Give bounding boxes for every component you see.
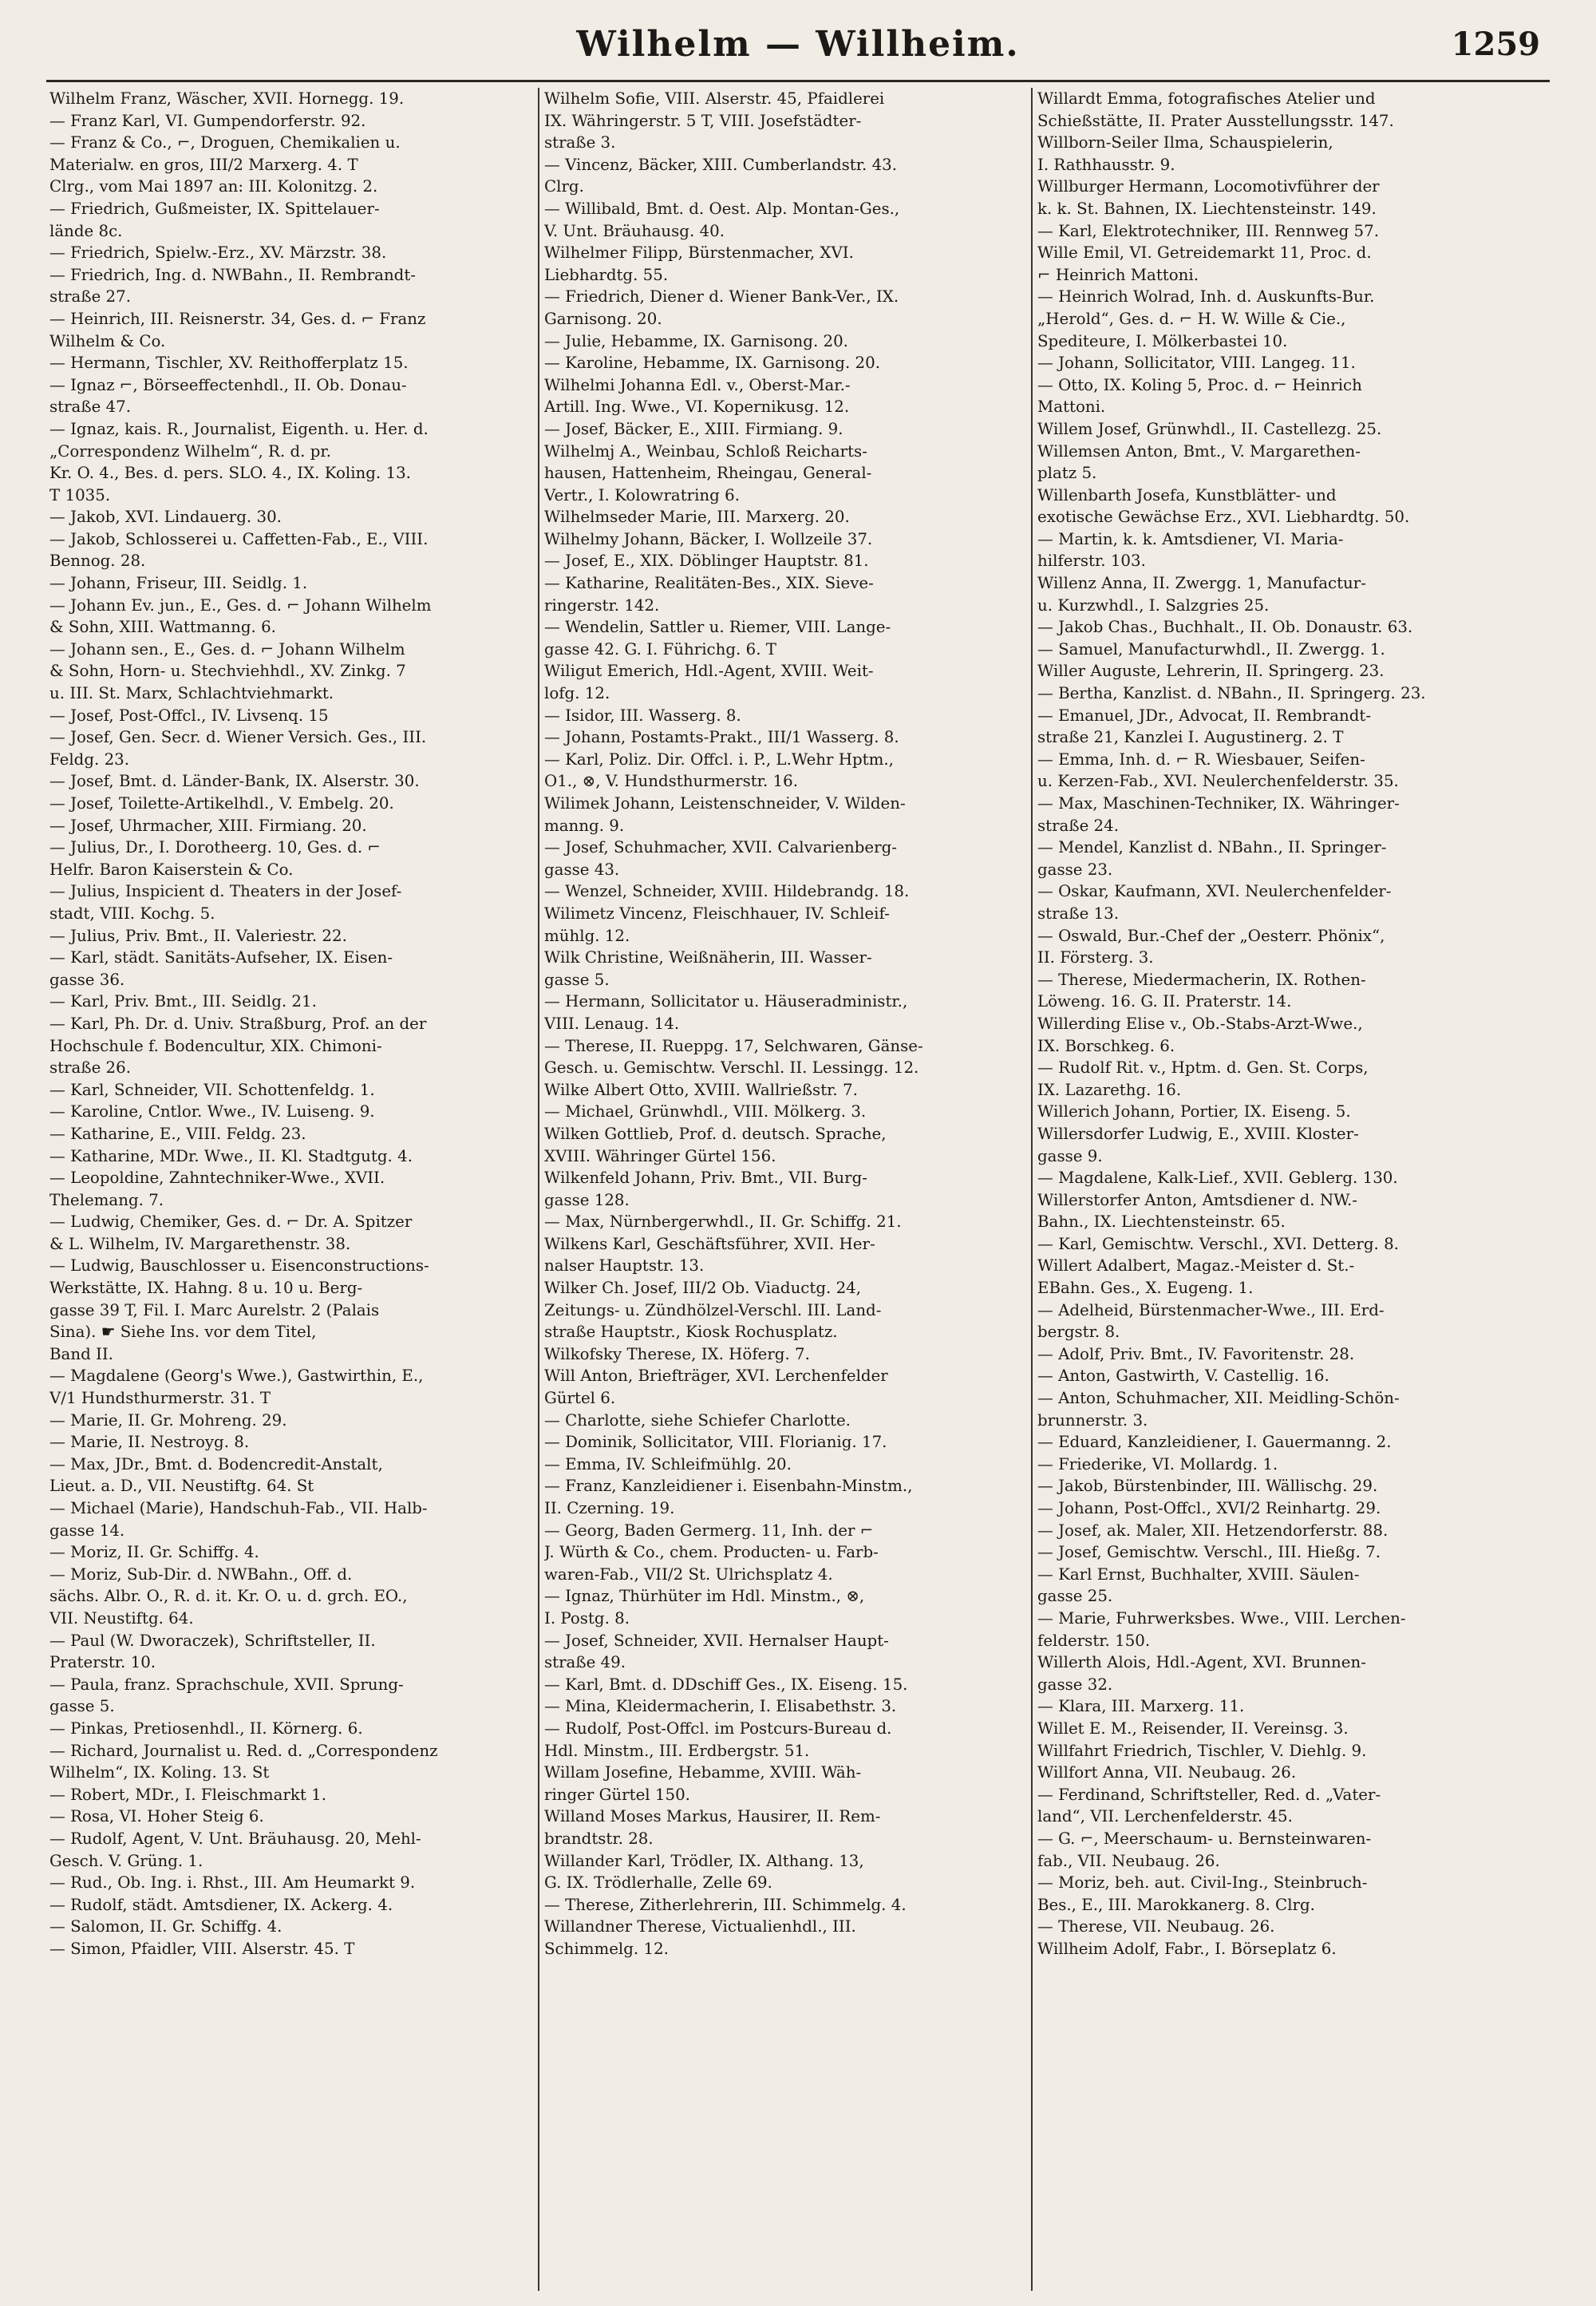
directory-line: Löweng. 16. G. II. Praterstr. 14. — [1037, 992, 1292, 1011]
directory-line: — Max, Nürnbergerwhdl., II. Gr. Schiffg. 21. — [544, 1212, 902, 1232]
directory-line: G. IX. Trödlerhalle, Zelle 69. — [544, 1873, 772, 1893]
directory-line: Wilhelm & Co. — [49, 331, 166, 350]
directory-line: — Wendelin, Sattler u. Riemer, VIII. Lange- — [544, 618, 891, 637]
directory-line: Wille Emil, VI. Getreidemarkt 11, Proc. d. — [1037, 243, 1372, 263]
directory-line: — Friedrich, Spielw.-Erz., XV. Märzstr. 38. — [49, 243, 387, 263]
directory-line: ⌐ Heinrich Mattoni. — [1037, 265, 1199, 284]
page-title: Wilhelm — Willheim. — [576, 24, 1020, 65]
directory-line: — Max, Maschinen-Techniker, IX. Währinger- — [1037, 794, 1400, 813]
directory-line: land“, VII. Lerchenfelderstr. 45. — [1037, 1807, 1293, 1826]
directory-line: — Jakob, XVI. Lindauerg. 30. — [49, 508, 282, 527]
directory-line: — Pinkas, Pretiosenhdl., II. Körnerg. 6. — [49, 1719, 363, 1738]
directory-line: IX. Borschkeg. 6. — [1037, 1036, 1175, 1055]
directory-line: — Julius, Priv. Bmt., II. Valeriestr. 22. — [49, 926, 347, 945]
directory-line: Praterstr. 10. — [49, 1653, 156, 1672]
directory-line: Willem Josef, Grünwhdl., II. Castellezg. 25. — [1037, 419, 1382, 438]
directory-line: Willerich Johann, Portier, IX. Eiseng. 5. — [1037, 1102, 1351, 1121]
directory-line: Mattoni. — [1037, 398, 1106, 417]
directory-line: — Emanuel, JDr., Advocat, II. Rembrandt- — [1037, 706, 1372, 725]
directory-line: — Julius, Inspicient d. Theaters in der Josef- — [49, 882, 402, 901]
directory-line: — Ludwig, Bauschlosser u. Eisenconstructions- — [49, 1256, 429, 1276]
directory-line: mühlg. 12. — [544, 926, 630, 945]
directory-line: — Rudolf, Post-Offcl. im Postcurs-Bureau d. — [544, 1719, 892, 1738]
directory-line: Bes., E., III. Marokkanerg. 8. Clrg. — [1037, 1895, 1315, 1914]
directory-line: Wilhelmseder Marie, III. Marxerg. 20. — [544, 508, 850, 527]
directory-line: Willersdorfer Ludwig, E., XVIII. Kloster- — [1037, 1124, 1359, 1143]
directory-line: lofg. 12. — [544, 684, 610, 703]
directory-line: brunnerstr. 3. — [1037, 1410, 1148, 1430]
directory-line: — Julie, Hebamme, IX. Garnisong. 20. — [544, 331, 848, 350]
directory-line: gasse 25. — [1037, 1587, 1113, 1606]
directory-line: straße 47. — [49, 398, 132, 417]
directory-line: — Martin, k. k. Amtsdiener, VI. Maria- — [1037, 529, 1344, 548]
directory-line: — Marie, Fuhrwerksbes. Wwe., VIII. Lerchen- — [1037, 1608, 1406, 1628]
directory-line: — Johann sen., E., Ges. d. ⌐ Johann Wilhelm — [49, 639, 405, 659]
directory-line: ringer Gürtel 150. — [544, 1785, 690, 1804]
directory-line: — Ignaz, kais. R., Journalist, Eigenth. u. Her. d. — [49, 419, 429, 438]
directory-line: Willert Adalbert, Magaz.-Meister d. St.- — [1037, 1256, 1355, 1276]
directory-line: EBahn. Ges., X. Eugeng. 1. — [1037, 1279, 1254, 1298]
directory-line: — Karl, Priv. Bmt., III. Seidlg. 21. — [49, 992, 317, 1011]
directory-line: Willerth Alois, Hdl.-Agent, XVI. Brunnen- — [1037, 1653, 1366, 1672]
directory-line: I. Rathhausstr. 9. — [1037, 155, 1175, 174]
directory-line: Will Anton, Briefträger, XVI. Lerchenfelder — [544, 1367, 888, 1386]
directory-line: straße 49. — [544, 1653, 626, 1672]
directory-line: — Friedrich, Ing. d. NWBahn., II. Rembrandt- — [49, 265, 416, 284]
directory-line: — Mina, Kleidermacherin, I. Elisabethstr. 3. — [544, 1697, 897, 1716]
directory-line: IX. Lazarethg. 16. — [1037, 1080, 1182, 1099]
directory-line: Wilker Ch. Josef, III/2 Ob. Viaductg. 24, — [544, 1279, 862, 1298]
directory-line: — Anton, Gastwirth, V. Castellig. 16. — [1037, 1367, 1329, 1386]
directory-line: Schießstätte, II. Prater Ausstellungsstr. 147. — [1037, 111, 1394, 130]
directory-line: — Josef, ak. Maler, XII. Hetzendorferstr. 88. — [1037, 1521, 1389, 1540]
directory-line: — Hermann, Tischler, XV. Reithofferplatz 15. — [49, 354, 409, 373]
directory-line: Schimmelg. 12. — [544, 1939, 669, 1958]
directory-line: Spediteure, I. Mölkerbastei 10. — [1037, 331, 1288, 350]
directory-line: — Jakob, Bürstenbinder, III. Wällischg. 29. — [1037, 1477, 1378, 1496]
directory-line: — Karl Ernst, Buchhalter, XVIII. Säulen- — [1037, 1564, 1360, 1584]
column-divider — [1031, 88, 1033, 2291]
directory-line: — Adelheid, Bürstenmacher-Wwe., III. Erd- — [1037, 1300, 1385, 1319]
directory-line: II. Czerning. 19. — [544, 1499, 675, 1517]
directory-line: Wilk Christine, Weißnäherin, III. Wasser- — [544, 948, 872, 967]
directory-line: Willerstorfer Anton, Amtsdiener d. NW.- — [1037, 1190, 1357, 1209]
directory-line: gasse 23. — [1037, 860, 1113, 879]
directory-line: — Franz, Kanzleidiener i. Eisenbahn-Minstm., — [544, 1477, 913, 1496]
directory-line: — Oskar, Kaufmann, XVI. Neulerchenfelder- — [1037, 882, 1392, 901]
directory-line: Willerding Elise v., Ob.-Stabs-Arzt-Wwe., — [1037, 1014, 1363, 1033]
directory-line: Wilken Gottlieb, Prof. d. deutsch. Sprache, — [544, 1124, 887, 1143]
directory-line: manng. 9. — [544, 816, 625, 835]
directory-line: u. Kurzwhdl., I. Salzgries 25. — [1037, 595, 1270, 615]
directory-line: — Therese, VII. Neubaug. 26. — [1037, 1917, 1275, 1936]
directory-line: — Karoline, Cntlor. Wwe., IV. Luiseng. 9. — [49, 1102, 375, 1121]
directory-line: straße Hauptstr., Kiosk Rochusplatz. — [544, 1323, 838, 1342]
directory-line: — Marie, II. Nestroyg. 8. — [49, 1433, 250, 1452]
directory-line: — Friedrich, Gußmeister, IX. Spittelauer- — [49, 199, 380, 218]
directory-line: — Robert, MDr., I. Fleischmarkt 1. — [49, 1785, 327, 1804]
directory-line: — Vincenz, Bäcker, XIII. Cumberlandstr. 43. — [544, 155, 898, 174]
column-middle — [544, 88, 1031, 2291]
directory-line: Willenz Anna, II. Zwergg. 1, Manufactur- — [1037, 574, 1366, 593]
directory-line: — Leopoldine, Zahntechniker-Wwe., XVII. — [49, 1169, 385, 1188]
directory-line: Wilhelmi Johanna Edl. v., Oberst-Mar.- — [544, 375, 851, 394]
directory-line: — Magdalene (Georg's Wwe.), Gastwirthin, E., — [49, 1367, 424, 1386]
directory-line: Feldg. 23. — [49, 750, 130, 769]
directory-line: — Moriz, II. Gr. Schiffg. 4. — [49, 1543, 259, 1562]
directory-line: — Karl, Schneider, VII. Schottenfeldg. 1. — [49, 1080, 375, 1099]
directory-line: hilferstr. 103. — [1037, 552, 1146, 571]
directory-line: — Heinrich Wolrad, Inh. d. Auskunfts-Bur. — [1037, 287, 1375, 307]
directory-line: — Katharine, Realitäten-Bes., XIX. Sieve- — [544, 574, 874, 593]
directory-line: Willand Moses Markus, Hausirer, II. Rem- — [544, 1807, 881, 1826]
directory-line: — Johann, Postamts-Prakt., III/1 Wasserg. 8. — [544, 728, 899, 747]
directory-line: — Salomon, II. Gr. Schiffg. 4. — [49, 1917, 282, 1936]
directory-line: — Karl, städt. Sanitäts-Aufseher, IX. Eisen- — [49, 948, 393, 967]
directory-line: — Josef, Bäcker, E., XIII. Firmiang. 9. — [544, 419, 843, 438]
directory-line: & Sohn, Horn- u. Stechviehhdl., XV. Zinkg. 7 — [49, 662, 406, 681]
header-rule — [46, 80, 1550, 82]
directory-line: Wilkens Karl, Geschäftsführer, XVII. Her- — [544, 1234, 875, 1253]
directory-line: — Moriz, Sub-Dir. d. NWBahn., Off. d. — [49, 1564, 353, 1584]
directory-line: gasse 36. — [49, 970, 125, 989]
directory-line: — Josef, Gen. Secr. d. Wiener Versich. Ges., III. — [49, 728, 427, 747]
directory-line: — Josef, Schneider, XVII. Hernalser Haupt- — [544, 1631, 889, 1650]
page-header — [48, 18, 1548, 75]
directory-line: Clrg. — [544, 177, 584, 196]
directory-line: brandtstr. 28. — [544, 1829, 654, 1848]
directory-line: — Josef, Schuhmacher, XVII. Calvarienberg- — [544, 838, 897, 857]
directory-line: — Rudolf, städt. Amtsdiener, IX. Ackerg. 4. — [49, 1895, 393, 1914]
directory-line: II. Försterg. 3. — [1037, 948, 1154, 967]
column-right — [1037, 88, 1524, 2291]
directory-line: — Rudolf, Agent, V. Unt. Bräuhausg. 20, Mehl- — [49, 1829, 421, 1848]
directory-line: — Rudolf Rit. v., Hptm. d. Gen. St. Corps, — [1037, 1058, 1369, 1078]
directory-line: Bahn., IX. Liechtensteinstr. 65. — [1037, 1212, 1286, 1232]
directory-line: Sina). ☛ Siehe Ins. vor dem Titel, — [49, 1323, 317, 1342]
directory-line: Thelemang. 7. — [49, 1190, 164, 1209]
directory-line: — Michael (Marie), Handschuh-Fab., VII. Halb- — [49, 1499, 428, 1517]
directory-line: Wilhelm Sofie, VIII. Alserstr. 45, Pfaidlerei — [544, 89, 885, 108]
directory-line: Willburger Hermann, Locomotivführer der — [1037, 177, 1380, 196]
directory-line: VII. Neustiftg. 64. — [49, 1608, 194, 1628]
directory-line: Willardt Emma, fotografisches Atelier und — [1037, 89, 1376, 108]
column-left — [49, 88, 536, 2291]
directory-line: gasse 128. — [544, 1190, 630, 1209]
directory-line: — Johann Ev. jun., E., Ges. d. ⌐ Johann Wilhelm — [49, 595, 432, 615]
directory-line: ringerstr. 142. — [544, 595, 660, 615]
directory-line: „Correspondenz Wilhelm“, R. d. pr. — [49, 441, 331, 461]
directory-line: — Karl, Ph. Dr. d. Univ. Straßburg, Prof. an der — [49, 1014, 427, 1033]
directory-line: straße 21, Kanzlei I. Augustinerg. 2. T — [1037, 728, 1344, 747]
directory-line: Willemsen Anton, Bmt., V. Margarethen- — [1037, 441, 1361, 461]
directory-line: — Katharine, MDr. Wwe., II. Kl. Stadtgutg. 4. — [49, 1146, 413, 1165]
directory-line: Garnisong. 20. — [544, 309, 662, 328]
directory-line: — Marie, II. Gr. Mohreng. 29. — [49, 1410, 287, 1430]
directory-line: exotische Gewächse Erz., XVI. Liebhardtg. 50. — [1037, 508, 1410, 527]
directory-line: Willenbarth Josefa, Kunstblätter- und — [1037, 485, 1337, 504]
directory-line: — Ignaz, Thürhüter im Hdl. Minstm., ⊗, — [544, 1587, 865, 1606]
directory-line: hausen, Hattenheim, Rheingau, General- — [544, 464, 872, 483]
directory-line: — Ludwig, Chemiker, Ges. d. ⌐ Dr. A. Spitzer — [49, 1212, 413, 1232]
directory-line: — Ignaz ⌐, Börseeffectenhdl., II. Ob. Donau- — [49, 375, 407, 394]
directory-line: — Jakob Chas., Buchhalt., II. Ob. Donaustr. 63. — [1037, 618, 1413, 637]
directory-line: — Julius, Dr., I. Dorotheerg. 10, Ges. d. ⌐ — [49, 838, 381, 857]
directory-line: — Rosa, VI. Hoher Steig 6. — [49, 1807, 264, 1826]
directory-line: J. Würth & Co., chem. Producten- u. Farb- — [544, 1543, 879, 1562]
directory-line: — Dominik, Sollicitator, VIII. Florianig. 17. — [544, 1433, 887, 1452]
directory-line: — Karl, Gemischtw. Verschl., XVI. Detterg. 8. — [1037, 1234, 1399, 1253]
directory-line: Willborn-Seiler Ilma, Schauspielerin, — [1037, 133, 1333, 152]
directory-line: — Hermann, Sollicitator u. Häuseradministr., — [544, 992, 908, 1011]
directory-line: — Richard, Journalist u. Red. d. „Correspondenz — [49, 1741, 438, 1760]
directory-line: gasse 43. — [544, 860, 620, 879]
directory-line: — Jakob, Schlosserei u. Caffetten-Fab., E., VIII. — [49, 529, 429, 548]
directory-line: — Josef, E., XIX. Döblinger Hauptstr. 81. — [544, 552, 869, 571]
directory-line: Materialw. en gros, III/2 Marxerg. 4. T — [49, 155, 358, 174]
directory-line: VIII. Lenaug. 14. — [544, 1014, 680, 1033]
directory-line: — Bertha, Kanzlist. d. NBahn., II. Springerg. 23. — [1037, 684, 1426, 703]
directory-line: V/1 Hundsthurmerstr. 31. T — [49, 1389, 271, 1408]
directory-line: straße 27. — [49, 287, 132, 307]
directory-line: O1., ⊗, V. Hundsthurmerstr. 16. — [544, 772, 798, 791]
directory-line: — Magdalene, Kalk-Lief., XVII. Geblerg. 130. — [1037, 1169, 1398, 1188]
directory-line: Wilhelmer Filipp, Bürstenmacher, XVI. — [544, 243, 854, 263]
directory-line: — Willibald, Bmt. d. Oest. Alp. Montan-Ges., — [544, 199, 900, 218]
directory-line: straße 13. — [1037, 904, 1120, 923]
directory-line: — Johann, Sollicitator, VIII. Langeg. 11. — [1037, 354, 1356, 373]
directory-line: Helfr. Baron Kaiserstein & Co. — [49, 860, 294, 879]
directory-line: — Paul (W. Dworaczek), Schriftsteller, II. — [49, 1631, 376, 1650]
directory-line: fab., VII. Neubaug. 26. — [1037, 1851, 1220, 1870]
directory-line: „Herold“, Ges. d. ⌐ H. W. Wille & Cie., — [1037, 309, 1346, 328]
directory-line: Liebhardtg. 55. — [544, 265, 669, 284]
directory-line: platz 5. — [1037, 464, 1097, 483]
directory-line: — Friedrich, Diener d. Wiener Bank-Ver., IX. — [544, 287, 899, 307]
directory-line: Willander Karl, Trödler, IX. Althang. 13, — [544, 1851, 864, 1870]
directory-line: — Ferdinand, Schriftsteller, Red. d. „Vater- — [1037, 1785, 1381, 1804]
directory-line: — Josef, Gemischtw. Verschl., III. Hießg. 7. — [1037, 1543, 1381, 1562]
directory-line: Willfahrt Friedrich, Tischler, V. Diehlg. 9. — [1037, 1741, 1367, 1760]
directory-line: Wilkenfeld Johann, Priv. Bmt., VII. Burg- — [544, 1169, 867, 1188]
directory-line: — Johann, Friseur, III. Seidlg. 1. — [49, 574, 308, 593]
directory-line: gasse 9. — [1037, 1146, 1103, 1165]
directory-line: u. Kerzen-Fab., XVI. Neulerchenfelderstr. 35. — [1037, 772, 1399, 791]
directory-line: — Karl, Bmt. d. DDschiff Ges., IX. Eiseng. 15. — [544, 1675, 908, 1694]
directory-line: Willer Auguste, Lehrerin, II. Springerg. 23. — [1037, 662, 1385, 681]
directory-line: — Charlotte, siehe Schiefer Charlotte. — [544, 1410, 851, 1430]
directory-line: — Therese, Zitherlehrerin, III. Schimmelg. 4. — [544, 1895, 907, 1914]
directory-line: k. k. St. Bahnen, IX. Liechtensteinstr. 149. — [1037, 199, 1377, 218]
directory-line: u. III. St. Marx, Schlachtviehmarkt. — [49, 684, 334, 703]
directory-line: Willandner Therese, Victualienhdl., III. — [544, 1917, 856, 1936]
directory-line: gasse 5. — [49, 1697, 115, 1716]
directory-line: Gürtel 6. — [544, 1389, 616, 1408]
directory-line: Kr. O. 4., Bes. d. pers. SLO. 4., IX. Koling. 13. — [49, 464, 411, 483]
directory-line: — Karl, Elektrotechniker, III. Rennweg 57. — [1037, 221, 1380, 240]
directory-line: Bennog. 28. — [49, 552, 146, 571]
directory-line: — Michael, Grünwhdl., VIII. Mölkerg. 3. — [544, 1102, 867, 1121]
directory-line: Zeitungs- u. Zündhölzel-Verschl. III. Land- — [544, 1300, 882, 1319]
directory-line: gasse 14. — [49, 1521, 125, 1540]
directory-line: straße 24. — [1037, 816, 1120, 835]
directory-line: Wilhelmy Johann, Bäcker, I. Wollzeile 37. — [544, 529, 873, 548]
column-divider — [538, 88, 539, 2291]
directory-line: — Josef, Toilette-Artikelhdl., V. Embelg. 20. — [49, 794, 394, 813]
directory-line: Band II. — [49, 1344, 113, 1363]
directory-line: — Georg, Baden Germerg. 11, Inh. der ⌐ — [544, 1521, 874, 1540]
directory-line: lände 8c. — [49, 221, 123, 240]
directory-line: & Sohn, XIII. Wattmanng. 6. — [49, 618, 276, 637]
directory-line: Artill. Ing. Wwe., VI. Kopernikusg. 12. — [544, 398, 850, 417]
directory-line: XVIII. Währinger Gürtel 156. — [544, 1146, 776, 1165]
directory-line: — Franz Karl, VI. Gumpendorferstr. 92. — [49, 111, 366, 130]
directory-line: — Emma, IV. Schleifmühlg. 20. — [544, 1454, 792, 1473]
directory-line: sächs. Albr. O., R. d. it. Kr. O. u. d. grch. EO., — [49, 1587, 408, 1606]
directory-line: gasse 42. G. I. Führichg. 6. T — [544, 639, 776, 659]
directory-line: & L. Wilhelm, IV. Margarethenstr. 38. — [49, 1234, 351, 1253]
directory-line: — Eduard, Kanzleidiener, I. Gauermanng. 2. — [1037, 1433, 1392, 1452]
directory-line: — Rud., Ob. Ing. i. Rhst., III. Am Heumarkt 9. — [49, 1873, 416, 1893]
directory-line: Willet E. M., Reisender, II. Vereinsg. 3. — [1037, 1719, 1349, 1738]
directory-line: Wilhelm“, IX. Koling. 13. St — [49, 1763, 270, 1782]
directory-line: Gesch. V. Grüng. 1. — [49, 1851, 203, 1870]
directory-line: — Josef, Post-Offcl., IV. Livsenq. 15 — [49, 706, 329, 725]
directory-line: Hdl. Minstm., III. Erdbergstr. 51. — [544, 1741, 810, 1760]
directory-line: — Moriz, beh. aut. Civil-Ing., Steinbruch- — [1037, 1873, 1368, 1893]
directory-line: IX. Währingerstr. 5 T, VIII. Josefstädter- — [544, 111, 862, 130]
directory-line: V. Unt. Bräuhausg. 40. — [544, 221, 725, 240]
directory-line: — Karoline, Hebamme, IX. Garnisong. 20. — [544, 354, 880, 373]
directory-line: — Emma, Inh. d. ⌐ R. Wiesbauer, Seifen- — [1037, 750, 1365, 769]
directory-line: I. Postg. 8. — [544, 1608, 630, 1628]
directory-line: — Oswald, Bur.-Chef der „Oesterr. Phönix“, — [1037, 926, 1385, 945]
directory-line: Hochschule f. Bodencultur, XIX. Chimoni- — [49, 1036, 382, 1055]
directory-line: — Heinrich, III. Reisnerstr. 34, Ges. d. ⌐ Franz — [49, 309, 426, 328]
directory-line: — Friederike, VI. Mollardg. 1. — [1037, 1454, 1278, 1473]
directory-line: felderstr. 150. — [1037, 1631, 1151, 1650]
directory-line: stadt, VIII. Kochg. 5. — [49, 904, 215, 923]
directory-line: — Max, JDr., Bmt. d. Bodencredit-Anstalt, — [49, 1454, 383, 1473]
directory-line: — Klara, III. Marxerg. 11. — [1037, 1697, 1245, 1716]
directory-line: Wilke Albert Otto, XVIII. Wallrießstr. 7. — [544, 1080, 858, 1099]
directory-line: — Isidor, III. Wasserg. 8. — [544, 706, 741, 725]
directory-line: Wilimetz Vincenz, Fleischhauer, IV. Schleif- — [544, 904, 890, 923]
directory-line: nalser Hauptstr. 13. — [544, 1256, 705, 1276]
directory-line: — Josef, Bmt. d. Länder-Bank, IX. Alserstr. 30. — [49, 772, 420, 791]
directory-line: — Josef, Uhrmacher, XIII. Firmiang. 20. — [49, 816, 367, 835]
directory-line: Willfort Anna, VII. Neubaug. 26. — [1037, 1763, 1297, 1782]
directory-line: Wilkofsky Therese, IX. Höferg. 7. — [544, 1344, 810, 1363]
directory-line: gasse 39 T, Fil. I. Marc Aurelstr. 2 (Palais — [49, 1300, 380, 1319]
directory-line: Vertr., I. Kolowratring 6. — [544, 485, 740, 504]
directory-line: T 1035. — [49, 485, 111, 504]
directory-line: — Adolf, Priv. Bmt., IV. Favoritenstr. 28. — [1037, 1344, 1355, 1363]
directory-line: Wilimek Johann, Leistenschneider, V. Wilden- — [544, 794, 906, 813]
directory-line: waren-Fab., VII/2 St. Ulrichsplatz 4. — [544, 1564, 833, 1584]
directory-line: — Franz & Co., ⌐, Droguen, Chemikalien u. — [49, 133, 401, 152]
directory-line: gasse 32. — [1037, 1675, 1113, 1694]
directory-line: — G. ⌐, Meerschaum- u. Bernsteinwaren- — [1037, 1829, 1372, 1848]
directory-line: — Karl, Poliz. Dir. Offcl. i. P., L.Wehr Hptm., — [544, 750, 894, 769]
directory-line: gasse 5. — [544, 970, 610, 989]
directory-line: bergstr. 8. — [1037, 1323, 1120, 1342]
directory-line: — Paula, franz. Sprachschule, XVII. Sprung- — [49, 1675, 404, 1694]
page-number: 1259 — [1451, 26, 1540, 63]
directory-line: — Therese, Miedermacherin, IX. Rothen- — [1037, 970, 1366, 989]
directory-line: Wiligut Emerich, Hdl.-Agent, XVIII. Weit- — [544, 662, 874, 681]
directory-line: Willam Josefine, Hebamme, XVIII. Wäh- — [544, 1763, 862, 1782]
directory-line: — Johann, Post-Offcl., XVI/2 Reinhartg. 29. — [1037, 1499, 1381, 1517]
directory-line: Wilhelmj A., Weinbau, Schloß Reicharts- — [544, 441, 867, 461]
directory-line: — Wenzel, Schneider, XVIII. Hildebrandg. 18. — [544, 882, 910, 901]
directory-line: Wilhelm Franz, Wäscher, XVII. Hornegg. 19. — [49, 89, 405, 108]
directory-line: — Simon, Pfaidler, VIII. Alserstr. 45. T — [49, 1939, 355, 1958]
directory-line: Lieut. a. D., VII. Neustiftg. 64. St — [49, 1477, 314, 1496]
directory-line: — Katharine, E., VIII. Feldg. 23. — [49, 1124, 306, 1143]
directory-line: — Therese, II. Rueppg. 17, Selchwaren, Gänse- — [544, 1036, 923, 1055]
directory-line: Werkstätte, IX. Hahng. 8 u. 10 u. Berg- — [49, 1279, 363, 1298]
directory-line: — Otto, IX. Koling 5, Proc. d. ⌐ Heinrich — [1037, 375, 1362, 394]
directory-line: straße 3. — [544, 133, 616, 152]
directory-line: — Anton, Schuhmacher, XII. Meidling-Schön- — [1037, 1389, 1400, 1408]
directory-line: — Samuel, Manufacturwhdl., II. Zwergg. 1. — [1037, 639, 1385, 659]
directory-line: straße 26. — [49, 1058, 132, 1078]
directory-line: Gesch. u. Gemischtw. Verschl. II. Lessingg. 12. — [544, 1058, 919, 1078]
directory-line: — Mendel, Kanzlist d. NBahn., II. Springer- — [1037, 838, 1387, 857]
directory-line: Clrg., vom Mai 1897 an: III. Kolonitzg. 2. — [49, 177, 378, 196]
directory-line: Willheim Adolf, Fabr., I. Börseplatz 6. — [1037, 1939, 1337, 1958]
